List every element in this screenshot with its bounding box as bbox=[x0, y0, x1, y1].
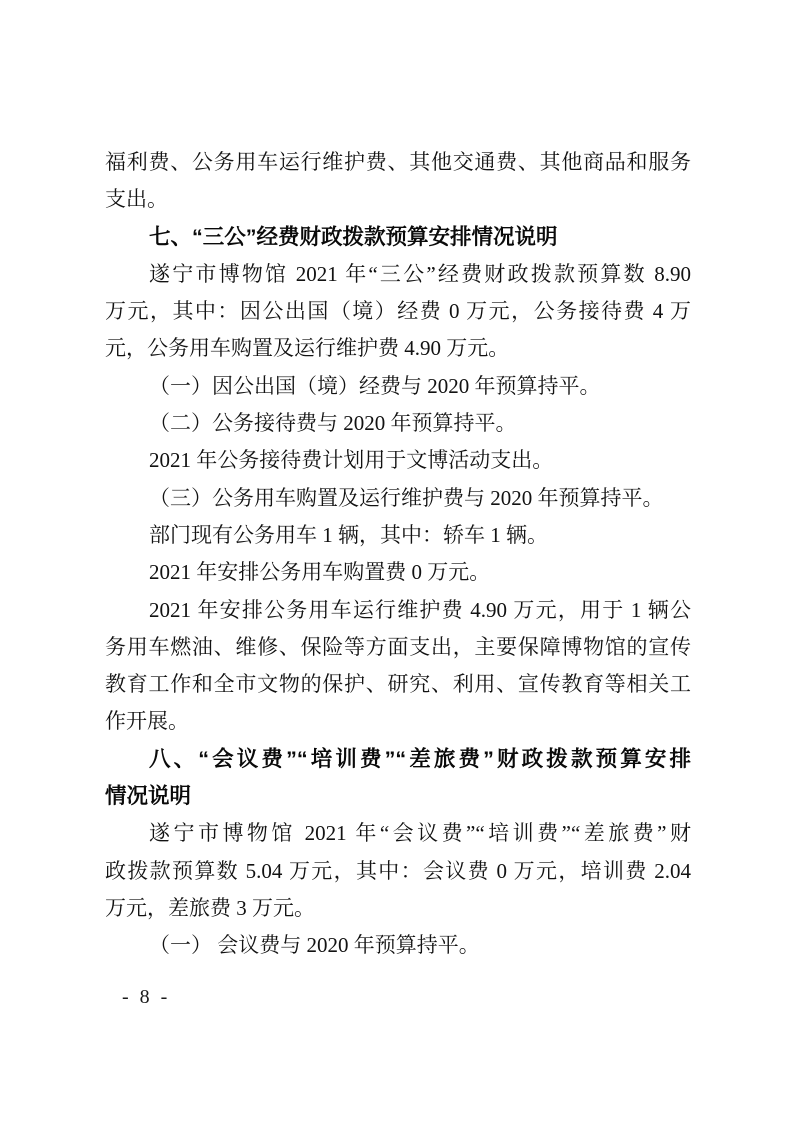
page-number: - 8 - bbox=[122, 986, 171, 1008]
text-line: 支出。 bbox=[105, 187, 168, 212]
text-line: 2021 年安排公务用车运行维护费 4.90 万元，用于 1 辆公 bbox=[149, 597, 691, 622]
text-line: 元，公务用车购置及运行维护费 4.90 万元。 bbox=[105, 336, 510, 361]
text-line: （一） 会议费与 2020 年预算持平。 bbox=[149, 933, 480, 958]
text-line: 2021 年安排公务用车购置费 0 万元。 bbox=[149, 560, 491, 585]
section-heading: 七、“三公”经费财政拨款预算安排情况说明 bbox=[149, 224, 558, 249]
text-line: （二）公务接待费与 2020 年预算持平。 bbox=[149, 411, 517, 436]
section-heading: 情况说明 bbox=[105, 784, 192, 809]
text-line: （三）公务用车购置及运行维护费与 2020 年预算持平。 bbox=[149, 485, 664, 510]
text-line: 务用车燃油、维修、保险等方面支出，主要保障博物馆的宣传 bbox=[105, 634, 691, 659]
text-line: 万元，差旅费 3 万元。 bbox=[105, 895, 315, 920]
text-line: 教育工作和全市文物的保护、研究、利用、宣传教育等相关工 bbox=[105, 672, 691, 697]
text-line: 部门现有公务用车 1 辆，其中：轿车 1 辆。 bbox=[149, 522, 548, 547]
text-line: 万元，其中：因公出国（境）经费 0 万元，公务接待费 4 万 bbox=[105, 299, 691, 324]
text-line: （一）因公出国（境）经费与 2020 年预算持平。 bbox=[149, 373, 601, 398]
text-line: 政拨款预算数 5.04 万元，其中：会议费 0 万元，培训费 2.04 bbox=[105, 858, 691, 883]
document-body bbox=[105, 144, 691, 965]
text-line: 2021 年公务接待费计划用于文博活动支出。 bbox=[149, 448, 554, 473]
text-line: 作开展。 bbox=[105, 709, 189, 734]
text-line: 遂宁市博物馆 2021 年“会议费”“培训费”“差旅费”财 bbox=[149, 821, 691, 846]
text-line: 遂宁市博物馆 2021 年“三公”经费财政拨款预算数 8.90 bbox=[149, 261, 691, 286]
text-line: 福利费、公务用车运行维护费、其他交通费、其他商品和服务 bbox=[105, 150, 691, 174]
section-heading: 八、“会议费”“培训费”“差旅费”财政拨款预算安排 bbox=[149, 746, 691, 771]
